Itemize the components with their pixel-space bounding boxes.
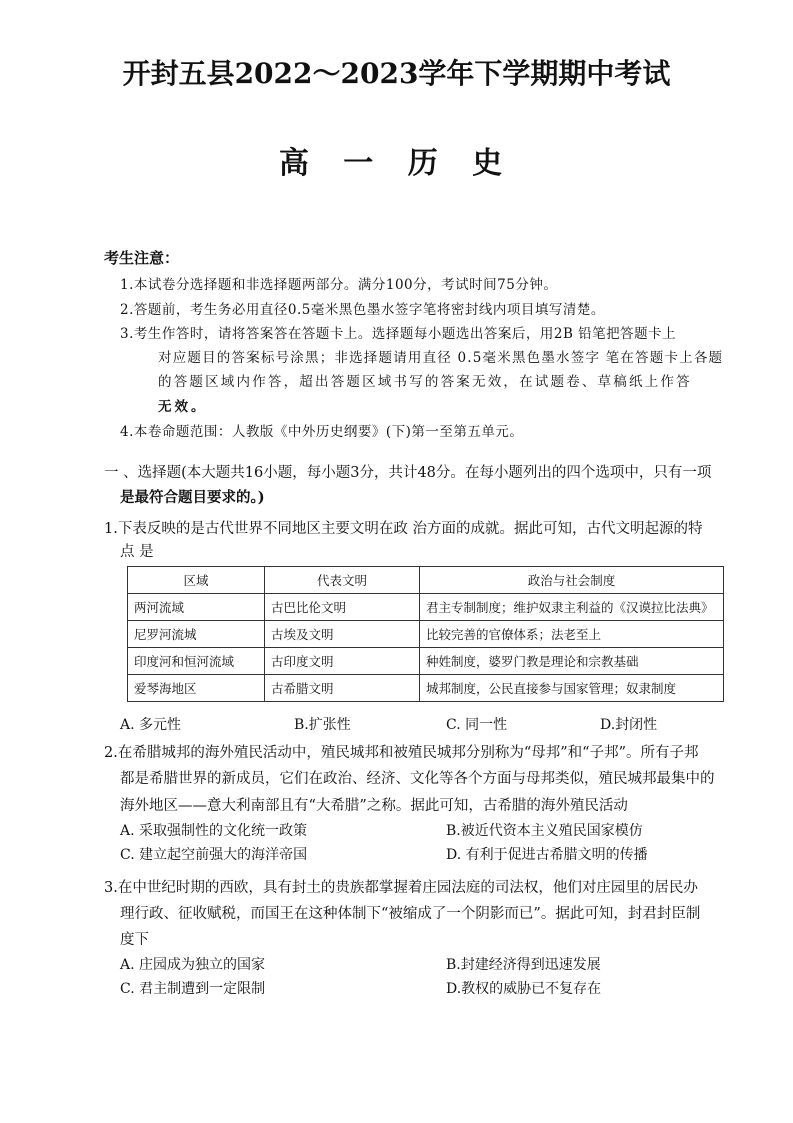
section-heading-line1: 一 、选择题(本大题共16小题，每小题3分，共计48分。在每小题列出的四个选项中，只有一项 <box>104 465 712 481</box>
notice-item-3-cont-1: 对应题目的答案标号涂黑；非选择题请用直径 0.5毫米黑色墨水签字 笔在答题卡上各题 <box>158 350 724 366</box>
notice-item-4: 4.本卷命题范围：人教版《中外历史纲要》(下)第一至第五单元。 <box>120 424 524 440</box>
q1-option-c: C. 同一性 <box>446 717 508 733</box>
table-row <box>128 675 724 702</box>
civilizations-table <box>127 566 724 702</box>
table-row <box>128 621 724 648</box>
table-cell: 种姓制度，婆罗门教是理论和宗教基础 <box>420 648 724 675</box>
table-cell: 比较完善的官僚体系；法老至上 <box>420 621 724 648</box>
table-header-row <box>128 567 724 594</box>
table-cell: 古希腊文明 <box>265 675 420 702</box>
q1-stem-line2: 点 是 <box>120 544 154 560</box>
table-cell: 古印度文明 <box>265 648 420 675</box>
q2-option-c: C. 建立起空前强大的海洋帝国 <box>120 847 308 863</box>
q3-stem-line2: 理行政、征收赋税，而国王在这种体制下“被缩成了一个阴影而已”。据此可知，封君封臣制 <box>120 906 701 922</box>
notice-item-3-cont-2: 的答题区域内作答，超出答题区域书写的答案无效，在试题卷、草稿纸上作答 <box>158 374 692 390</box>
q3-stem-line1: 3.在中世纪时期的西欧，具有封土的贵族都掌握着庄园法庭的司法权，他们对庄园里的居民办 <box>104 880 698 896</box>
q1-option-d: D.封闭性 <box>600 717 658 733</box>
notice-item-3: 3.考生作答时，请将答案答在答题卡上。选择题每小题选出答案后，用2B 铅笔把答题卡上 <box>120 326 677 342</box>
table-row <box>128 594 724 621</box>
q2-stem-line3: 海外地区——意大利南部且有“大希腊”之称。据此可知，古希腊的海外殖民活动 <box>120 798 628 814</box>
table-cell: 两河流域 <box>128 594 265 621</box>
exam-title: 开封五县2022～2023学年下学期期中考试 <box>122 57 671 90</box>
q2-option-b: B.被近代资本主义殖民国家模仿 <box>446 823 643 839</box>
q3-option-c: C. 君主制遭到一定限制 <box>120 981 266 997</box>
q3-option-d: D.教权的威胁已不复存在 <box>446 981 602 997</box>
section-heading-line2: 是最符合题目要求的。) <box>120 489 265 506</box>
table-header: 区域 <box>128 567 265 594</box>
notice-heading: 考生注意： <box>104 249 180 267</box>
table-cell: 尼罗河流城 <box>128 621 265 648</box>
q2-stem-line1: 2.在希腊城邦的海外殖民活动中，殖民城邦和被殖民城邦分别称为“母邦”和“子邦”。所有子邦 <box>104 745 699 761</box>
table-header: 政治与社会制度 <box>420 567 724 594</box>
q2-option-d: D. 有利于促进古希腊文明的传播 <box>446 847 648 863</box>
table-cell: 城邦制度，公民直接参与国家管理；奴隶制度 <box>420 675 724 702</box>
table-cell: 古巴比伦文明 <box>265 594 420 621</box>
table-cell: 君主专制制度；维护奴隶主利益的《汉谟拉比法典》 <box>420 594 724 621</box>
q1-stem-line1: 1.下表反映的是古代世界不同地区主要文明在政 治方面的成就。据此可知，古代文明起源的特 <box>104 521 703 537</box>
q1-option-b: B.扩张性 <box>294 717 351 733</box>
table-row <box>128 648 724 675</box>
table-cell: 古埃及文明 <box>265 621 420 648</box>
notice-item-2: 2.答题前，考生务必用直径0.5毫米黑色墨水签字笔将密封线内项目填写清楚。 <box>120 302 605 318</box>
table-cell: 印度河和恒河流域 <box>128 648 265 675</box>
q3-option-b: B.封建经济得到迅速发展 <box>446 957 601 973</box>
q3-stem-line3: 度下 <box>120 932 149 948</box>
notice-item-1: 1.本试卷分选择题和非选择题两部分。满分100分，考试时间75分钟。 <box>120 277 558 293</box>
q2-option-a: A. 采取强制性的文化统一政策 <box>120 823 308 839</box>
subject-title: 高 一 历 史 <box>278 146 515 181</box>
notice-item-3-cont-3: 无效。 <box>158 399 208 415</box>
q1-option-a: A. 多元性 <box>120 717 182 733</box>
q2-stem-line2: 都是希腊世界的新成员，它们在政治、经济、文化等各个方面与母邦类似，殖民城邦最集中的 <box>120 771 715 787</box>
q3-option-a: A. 庄园成为独立的国家 <box>120 957 266 973</box>
table-header: 代表文明 <box>265 567 420 594</box>
table-cell: 爱琴海地区 <box>128 675 265 702</box>
